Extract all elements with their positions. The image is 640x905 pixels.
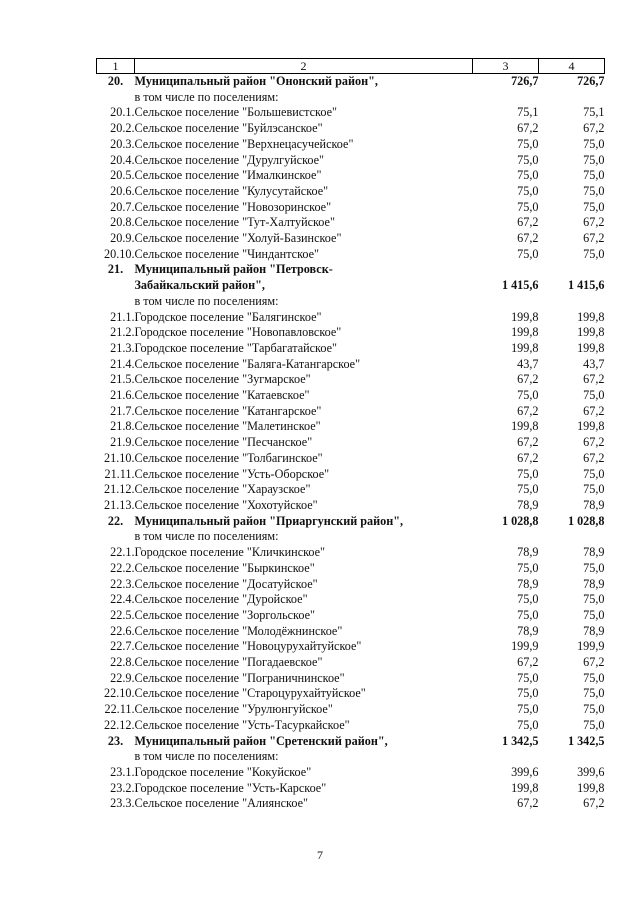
row-number: 20.8.: [110, 215, 135, 230]
table-body: [97, 74, 605, 813]
row-value-4: 1 028,8: [567, 513, 605, 528]
row-number: 21.5.: [110, 372, 135, 387]
table-row: [97, 184, 605, 200]
row-name: Муниципальный район "Ононский район",: [134, 74, 378, 88]
row-value-3: 75,0: [517, 560, 539, 575]
row-number: 22.10.: [104, 686, 135, 701]
row-name: Сельское поселение "Усть-Оборское": [134, 466, 330, 481]
row-value-4: [539, 262, 605, 278]
row-value-3: 75,0: [517, 388, 539, 403]
row-value-4: 78,9: [583, 623, 605, 638]
row-number: 23.: [107, 733, 124, 748]
row-number: 20.5.: [110, 168, 135, 183]
row-name: Сельское поселение "Тут-Халтуйское": [134, 215, 335, 230]
row-value-3: 75,0: [517, 702, 539, 717]
row-name: Сельское поселение "Малетинское": [134, 419, 321, 434]
table-row: [97, 231, 605, 247]
row-number: 20.7.: [110, 199, 135, 214]
table-row: [97, 168, 605, 184]
row-number: [97, 529, 135, 545]
row-value-3: 67,2: [517, 435, 539, 450]
row-value-3: 67,2: [517, 655, 539, 670]
row-value-3: 199,8: [511, 325, 539, 340]
table-row: [97, 671, 605, 687]
row-value-4: 75,0: [583, 717, 605, 732]
row-value-4: 75,1: [583, 105, 605, 120]
row-value-3: 67,2: [517, 215, 539, 230]
row-name: Сельское поселение "Верхнецасучейское": [134, 136, 354, 151]
row-value-4: [539, 749, 605, 765]
row-name: Городское поселение "Тарбагатайское": [134, 340, 337, 355]
table-row: [97, 796, 605, 812]
row-name: Сельское поселение "Чиндантское": [134, 246, 320, 261]
row-value-4: 75,0: [583, 702, 605, 717]
row-number: 21.10.: [104, 450, 135, 465]
row-value-3: 199,8: [511, 780, 539, 795]
row-name: Сельское поселение "Дуройское": [134, 592, 308, 607]
table-row: [97, 639, 605, 655]
row-value-3: [473, 262, 539, 278]
row-number: 21.12.: [104, 482, 135, 497]
row-value-3: 75,0: [517, 717, 539, 732]
table-row: [97, 294, 605, 310]
table-row: [97, 215, 605, 231]
row-value-3: 726,7: [511, 74, 539, 88]
district-row: [97, 262, 605, 278]
header-row: [97, 59, 605, 74]
row-value-3: 67,2: [517, 231, 539, 246]
row-name: Забайкальский район",: [134, 278, 265, 293]
row-value-4: 75,0: [583, 670, 605, 685]
column-header-value-4: 4: [539, 59, 605, 74]
district-row: [97, 74, 605, 90]
row-number: 22.3.: [110, 576, 135, 591]
row-name: Сельское поселение "Урулюнгуйское": [134, 702, 333, 717]
row-value-3: 67,2: [517, 121, 539, 136]
row-name: Муниципальный район "Петровск-: [134, 262, 333, 277]
row-name: Городское поселение "Новопавловское": [134, 325, 342, 340]
row-value-4: 43,7: [583, 356, 605, 371]
row-value-4: 199,8: [577, 340, 605, 355]
column-header-name: 2: [135, 59, 473, 74]
table-row: [97, 482, 605, 498]
table-row: [97, 137, 605, 153]
row-value-3: 67,2: [517, 403, 539, 418]
row-value-3: 199,8: [511, 419, 539, 434]
row-number: 22.6.: [110, 623, 135, 638]
row-value-4: 399,6: [577, 764, 605, 779]
row-value-4: 78,9: [583, 497, 605, 512]
row-value-4: 78,9: [583, 576, 605, 591]
row-name: Сельское поселение "Катангарское": [134, 403, 322, 418]
table-row: [97, 372, 605, 388]
row-number: 21.1.: [110, 309, 135, 324]
row-value-4: 199,8: [577, 325, 605, 340]
row-value-3: 75,0: [517, 670, 539, 685]
row-name: Городское поселение "Балягинское": [134, 309, 322, 324]
row-value-3: 75,0: [517, 246, 539, 261]
table-row: [97, 90, 605, 106]
row-name: Сельское поселение "Пограничнинское": [134, 670, 345, 685]
row-name: Сельское поселение "Староцурухайтуйское": [134, 686, 366, 701]
row-name: Сельское поселение "Ималкинское": [134, 168, 322, 183]
row-value-4: 75,0: [583, 466, 605, 481]
row-value-4: 67,2: [583, 403, 605, 418]
table-row: [97, 498, 605, 514]
row-value-4: 75,0: [583, 168, 605, 183]
row-name: Муниципальный район "Сретенский район",: [134, 733, 388, 748]
row-name: Сельское поселение "Зоргольское": [134, 607, 315, 622]
row-number: [97, 278, 135, 294]
row-value-4: [539, 90, 605, 106]
table-row: [97, 200, 605, 216]
row-number: 20.4.: [110, 152, 135, 167]
row-name: Сельское поселение "Песчанское": [134, 435, 313, 450]
row-name: Сельское поселение "Хараузское": [134, 482, 311, 497]
row-name: Сельское поселение "Быркинское": [134, 560, 315, 575]
row-value-4: 1 342,5: [567, 733, 605, 748]
row-number: 22.9.: [110, 670, 135, 685]
row-number: 20.6.: [110, 183, 135, 198]
row-number: 21.4.: [110, 356, 135, 371]
row-name: Сельское поселение "Новозоринское": [134, 199, 332, 214]
row-value-4: 75,0: [583, 560, 605, 575]
row-name: в том числе по поселениям:: [134, 749, 279, 764]
table-row: [97, 357, 605, 373]
row-number: 21.13.: [104, 497, 135, 512]
row-name: Сельское поселение "Алиянское": [134, 796, 308, 811]
row-name: Сельское поселение "Катаевское": [134, 388, 310, 403]
row-value-4: 75,0: [583, 136, 605, 151]
table-row: [97, 781, 605, 797]
table-row: [97, 561, 605, 577]
row-value-3: 199,8: [511, 309, 539, 324]
table-row: [97, 529, 605, 545]
row-number: 21.3.: [110, 340, 135, 355]
table-header: [97, 59, 605, 74]
row-number: 22.5.: [110, 607, 135, 622]
row-name: Городское поселение "Кокуйское": [134, 764, 312, 779]
table-row: [97, 624, 605, 640]
row-number: 20.2.: [110, 121, 135, 136]
row-number: 23.2.: [110, 780, 135, 795]
row-value-4: 726,7: [577, 74, 605, 88]
page-number: 7: [317, 848, 323, 862]
table-row: [97, 451, 605, 467]
table-row: [97, 686, 605, 702]
row-value-3: 67,2: [517, 796, 539, 811]
row-value-4: 75,0: [583, 183, 605, 198]
row-value-4: 67,2: [583, 435, 605, 450]
row-name: Сельское поселение "Усть-Тасуркайское": [134, 717, 350, 732]
row-value-3: 78,9: [517, 497, 539, 512]
table-row: [97, 655, 605, 671]
district-row: [97, 734, 605, 750]
row-name: Городское поселение "Кличкинское": [134, 545, 326, 560]
row-value-3: 75,0: [517, 199, 539, 214]
row-name: в том числе по поселениям:: [134, 529, 279, 544]
row-value-4: 199,9: [577, 639, 605, 654]
row-number: 22.2.: [110, 560, 135, 575]
row-value-3: 75,1: [517, 105, 539, 120]
row-value-4: 67,2: [583, 231, 605, 246]
row-name: Сельское поселение "Хохотуйское": [134, 497, 318, 512]
column-header-value-3: 3: [473, 59, 539, 74]
row-value-4: 75,0: [583, 482, 605, 497]
row-value-3: [473, 294, 539, 310]
row-value-3: 1 028,8: [501, 513, 539, 528]
row-value-4: 75,0: [583, 388, 605, 403]
column-header-number: 1: [97, 59, 135, 74]
table-row: [97, 435, 605, 451]
row-value-4: 67,2: [583, 121, 605, 136]
row-name: Сельское поселение "Новоцурухайтуйское": [134, 639, 362, 654]
row-value-3: 75,0: [517, 686, 539, 701]
row-name: Сельское поселение "Досатуйское": [134, 576, 318, 591]
row-value-3: 75,0: [517, 168, 539, 183]
row-number: 22.12.: [104, 717, 135, 732]
row-number: 20.3.: [110, 136, 135, 151]
row-number: 23.1.: [110, 764, 135, 779]
row-value-4: 199,8: [577, 309, 605, 324]
row-value-3: 75,0: [517, 183, 539, 198]
row-number: 22.11.: [104, 702, 135, 717]
row-number: [97, 749, 135, 765]
row-value-3: 75,0: [517, 482, 539, 497]
row-number: 21.9.: [110, 435, 135, 450]
row-value-3: 78,9: [517, 545, 539, 560]
row-number: 20.: [107, 74, 124, 88]
table-row: [97, 341, 605, 357]
row-name: Сельское поселение "Молодёжнинское": [134, 623, 343, 638]
row-name: Сельское поселение "Буйлэсанское": [134, 121, 323, 136]
table-row: [97, 388, 605, 404]
row-number: 23.3.: [110, 796, 135, 811]
table-row: [97, 608, 605, 624]
row-number: [97, 90, 135, 106]
row-name: Сельское поселение "Дурулгуйское": [134, 152, 325, 167]
table-row: [97, 765, 605, 781]
row-number: 20.10.: [104, 246, 135, 261]
table-row: [97, 718, 605, 734]
table-row: [97, 247, 605, 263]
row-value-3: 1 342,5: [501, 733, 539, 748]
row-number: 22.8.: [110, 655, 135, 670]
row-number: 21.11.: [104, 466, 135, 481]
row-value-4: 1 415,6: [567, 278, 605, 293]
row-value-4: 199,8: [577, 780, 605, 795]
row-name: Сельское поселение "Толбагинское": [134, 450, 323, 465]
row-value-4: 78,9: [583, 545, 605, 560]
table-row: [97, 419, 605, 435]
row-name: Сельское поселение "Большевистское": [134, 105, 337, 120]
row-name: Сельское поселение "Баляга-Катангарское": [134, 356, 361, 371]
row-number: [97, 294, 135, 310]
row-value-4: 67,2: [583, 215, 605, 230]
row-value-3: 67,2: [517, 372, 539, 387]
row-name: Городское поселение "Усть-Карское": [134, 780, 327, 795]
row-number: 22.: [107, 513, 124, 528]
table-row: [97, 749, 605, 765]
row-value-4: 67,2: [583, 655, 605, 670]
row-value-4: [539, 529, 605, 545]
row-value-4: 67,2: [583, 450, 605, 465]
table-row: [97, 577, 605, 593]
row-number: 21.7.: [110, 403, 135, 418]
row-name: в том числе по поселениям:: [134, 293, 279, 308]
row-number: 21.8.: [110, 419, 135, 434]
row-value-4: 75,0: [583, 199, 605, 214]
row-value-4: 75,0: [583, 592, 605, 607]
table-row: [97, 121, 605, 137]
table-row: [97, 545, 605, 561]
row-value-3: 75,0: [517, 136, 539, 151]
row-number: 22.7.: [110, 639, 135, 654]
table-row: [97, 153, 605, 169]
row-name: Муниципальный район "Приаргунский район",: [134, 513, 404, 528]
row-number: 22.1.: [110, 545, 135, 560]
row-value-4: 67,2: [583, 796, 605, 811]
row-value-4: 75,0: [583, 607, 605, 622]
row-value-4: 67,2: [583, 372, 605, 387]
row-number: 20.9.: [110, 231, 135, 246]
table-row: [97, 592, 605, 608]
table-row: [97, 467, 605, 483]
row-number: 21.6.: [110, 388, 135, 403]
row-value-3: 75,0: [517, 466, 539, 481]
row-name: Сельское поселение "Холуй-Базинское": [134, 231, 342, 246]
row-value-3: [473, 749, 539, 765]
table-row: [97, 702, 605, 718]
row-value-3: 78,9: [517, 576, 539, 591]
row-value-4: 75,0: [583, 686, 605, 701]
table-row: [97, 325, 605, 341]
row-value-4: 199,8: [577, 419, 605, 434]
row-value-3: 75,0: [517, 592, 539, 607]
row-value-3: [473, 90, 539, 106]
row-value-3: 67,2: [517, 450, 539, 465]
table-row: [97, 404, 605, 420]
row-name: в том числе по поселениям:: [134, 89, 279, 104]
row-value-3: 75,0: [517, 152, 539, 167]
district-row: [97, 278, 605, 294]
row-number: 21.2.: [110, 325, 135, 340]
row-value-3: [473, 529, 539, 545]
row-value-3: 399,6: [511, 764, 539, 779]
row-name: Сельское поселение "Зугмарское": [134, 372, 311, 387]
row-value-3: 78,9: [517, 623, 539, 638]
table-row: [97, 310, 605, 326]
table-row: [97, 105, 605, 121]
budget-table: [96, 58, 605, 812]
row-value-3: 199,8: [511, 340, 539, 355]
row-name: Сельское поселение "Кулусутайское": [134, 183, 329, 198]
row-name: Сельское поселение "Погадаевское": [134, 655, 323, 670]
row-value-4: 75,0: [583, 246, 605, 261]
district-row: [97, 514, 605, 530]
row-value-4: [539, 294, 605, 310]
row-number: 20.1.: [110, 105, 135, 120]
row-number: 21.: [107, 262, 124, 277]
row-value-4: 75,0: [583, 152, 605, 167]
row-value-3: 1 415,6: [501, 278, 539, 293]
row-value-3: 199,9: [511, 639, 539, 654]
row-value-3: 75,0: [517, 607, 539, 622]
row-number: 22.4.: [110, 592, 135, 607]
row-value-3: 43,7: [517, 356, 539, 371]
